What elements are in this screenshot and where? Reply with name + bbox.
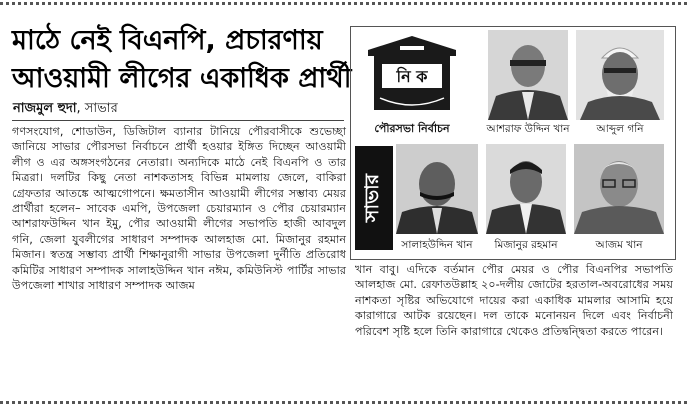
headline	[12, 22, 352, 98]
candidate-photo-1	[488, 30, 568, 120]
candidate-caption-4: মিজানুর রহমান	[494, 239, 558, 251]
top-dotted-border	[0, 2, 687, 8]
election-logo	[356, 32, 468, 118]
byline: নাজমুল হুদা, সাভার	[13, 101, 118, 116]
headline-line-1: মাঠে নেই বিএনপি, প্রচারণায়	[12, 25, 323, 56]
headline-line-2: আওয়ামী লীগের একাধিক প্রার্থী	[12, 63, 352, 94]
candidate-caption-3: সালাহউদ্দিন খান	[401, 239, 473, 251]
candidate-photo-2	[576, 30, 664, 120]
article-body-right: খান বাবু। এদিকে বর্তমান পৌর মেয়র ও পৌর বিএনপির সভাপতি আলহাজ মো. রেফাতউল্লাহ ২০-দলীয় জোটের হরতাল-অবরোধের সময় নাশকতা সৃষ্টির অভিযোগে দায়ের করা একাধিক মামলার আসামি হয়ে কারাগারে আটক রয়েছেন। দল তাকে মনোনয়ন দিলে এবং নির্বাচনী পরিবেশ সৃষ্টি হলে তিনি কারাগারে থেকেও প্রতিদ্বন্দ্বিতা করতে পারেন।	[355, 263, 673, 338]
logo-symbol-text: নি ক	[396, 67, 428, 86]
bottom-dotted-border	[0, 401, 687, 407]
byline-location: সাভার	[84, 101, 118, 116]
candidate-photo-5	[574, 144, 664, 234]
candidate-photo-3	[396, 144, 478, 234]
candidate-caption-1: আশরাফ উদ্দিন খান	[486, 123, 570, 135]
candidate-photo-4	[486, 144, 566, 234]
location-tag	[355, 146, 393, 250]
location-tag-text: সাভার	[361, 173, 383, 223]
candidate-caption-2: আব্দুল গনি	[596, 123, 644, 135]
byline-author: নাজমুল হুদা	[13, 101, 77, 116]
candidate-caption-5: আজম খান	[595, 239, 643, 251]
byline-divider	[12, 120, 344, 121]
article-body-left: গণসংযোগ, শোডাউন, ডিজিটাল ব্যানার টানিয়ে পৌরবাসীকে শুভেচ্ছা জানিয়ে সাভার পৌরসভা নির্বাচনে প্রার্থী হওয়ার ইঙ্গিত দিচ্ছেন আওয়ামী লীগ ও এর অঙ্গসংগঠনের নেতারা। অন্যদিকে মাঠে নেই বিএনপি ও তার মিত্ররা। দলটির কিছু নেতা নাশকতাসহ বিভিন্ন মামলায় জেলে, বাকিরা গ্রেফতার আতঙ্কে আত্মগোপনে। ক্ষমতাসীন আওয়ামী লীগের সম্ভাব্য মেয়র প্রার্থীরা হলেন– সাবেক এমপি, উপজেলা চেয়ারম্যান ও পৌর চেয়ারম্যান আশরাফউদ্দিন খান ইমু, পৌর আওয়ামী লীগের সভাপতি হাজী আবদুল গনি, জেলা যুবলীগের সাধারণ সম্পাদক আলহাজ মো. মিজানুর রহমান মিজান। স্বতন্ত্র সম্ভাব্য প্রার্থী শিক্ষানুরাগী সাভার উপজেলা দুর্নীতি প্রতিরোধ কমিটির সাধারণ সম্পাদক সালাহউদ্দিন খান নঈম, কমিউনিস্ট পার্টির সাভার উপজেলা শাখার সাধারণ সম্পাদক আজম	[12, 125, 346, 293]
ballot-box-icon	[356, 32, 468, 118]
logo-caption: পৌরসভা নির্বাচন	[374, 122, 450, 135]
